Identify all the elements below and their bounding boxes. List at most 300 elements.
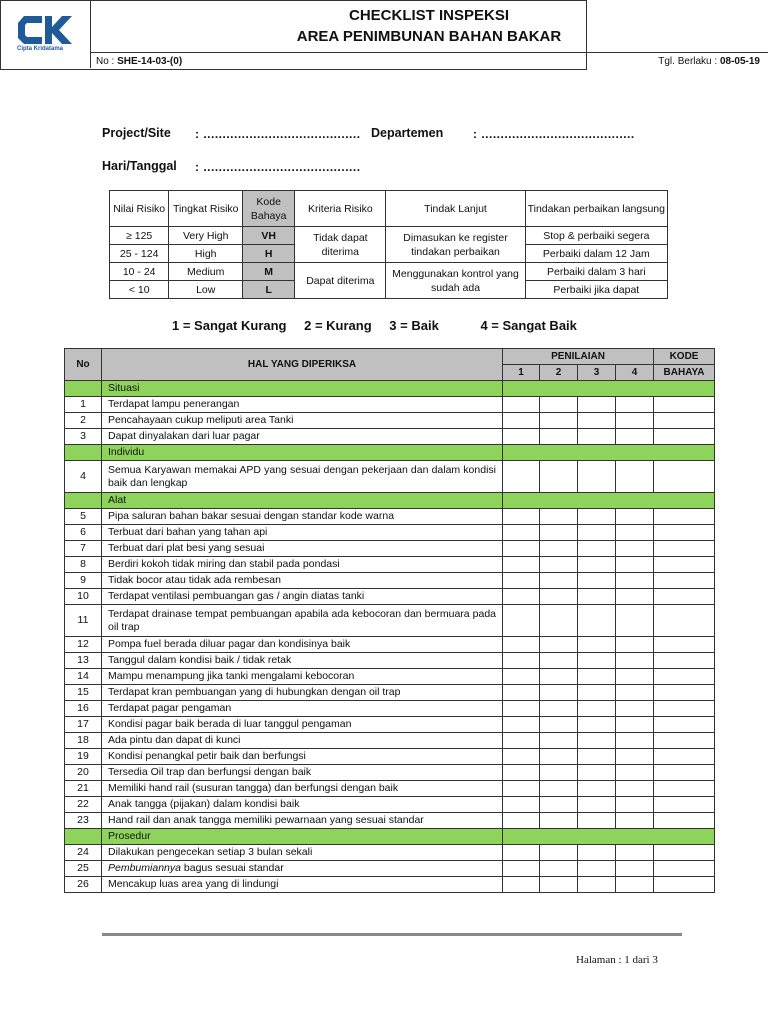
risk-nilai: 10 - 24 [110, 263, 169, 281]
score-cell-2[interactable] [540, 669, 578, 685]
score-cell-1[interactable] [503, 637, 540, 653]
risk-tindak-lanjut: Menggunakan kontrol yang sudah ada [386, 263, 525, 299]
score-cell-3[interactable] [578, 637, 616, 653]
risk-header-nilai: Nilai Risiko [110, 191, 169, 227]
table-row [65, 637, 715, 653]
item-text-main: Mencakup luas area yang di lindungi [108, 878, 279, 890]
item-text-main: Hand rail dan anak tangga memiliki pewarnaan yang sesuai standar [108, 814, 424, 826]
score-cell-1[interactable] [503, 541, 540, 557]
item-number: 14 [65, 669, 102, 685]
scale-4: 4 = Sangat Baik [480, 318, 577, 333]
table-row [65, 781, 715, 797]
doc-no-value: SHE-14-03-(0) [117, 56, 183, 67]
score-cell-3[interactable] [578, 541, 616, 557]
item-text-main: Pipa saluran bahan bakar sesuai dengan standar kode warna [108, 510, 395, 522]
score-cell-4[interactable] [616, 781, 654, 797]
score-cell-4[interactable] [616, 701, 654, 717]
kode-bahaya-cell[interactable] [654, 861, 715, 877]
item-text [102, 413, 503, 429]
score-cell-1[interactable] [503, 813, 540, 829]
score-cell-1[interactable] [503, 749, 540, 765]
kode-bahaya-cell[interactable] [654, 429, 715, 445]
item-number: 6 [65, 525, 102, 541]
score-cell-3[interactable] [578, 733, 616, 749]
risk-tingkat: High [169, 245, 243, 263]
checklist-table [64, 348, 715, 893]
page-number: Halaman : 1 dari 3 [576, 954, 658, 966]
item-text [102, 397, 503, 413]
kode-bahaya-cell[interactable] [654, 397, 715, 413]
table-row [65, 861, 715, 877]
title-line-1: CHECKLIST INSPEKSI [348, 7, 510, 24]
item-number: 3 [65, 429, 102, 445]
kode-bahaya-cell[interactable] [654, 765, 715, 781]
kode-bahaya-cell[interactable] [654, 749, 715, 765]
section-no-cell [65, 829, 102, 845]
table-row [65, 797, 715, 813]
score-cell-3[interactable] [578, 429, 616, 445]
score-cell-3[interactable] [578, 749, 616, 765]
score-cell-3[interactable] [578, 781, 616, 797]
score-cell-1[interactable] [503, 765, 540, 781]
section-no-cell [65, 493, 102, 509]
score-cell-1[interactable] [503, 605, 540, 637]
item-text-main: Dapat dinyalakan dari luar pagar [108, 430, 260, 442]
item-text [102, 749, 503, 765]
item-text [102, 557, 503, 573]
score-cell-2[interactable] [540, 765, 578, 781]
section-no-cell [65, 445, 102, 461]
kode-bahaya-cell[interactable] [654, 797, 715, 813]
item-number: 25 [65, 861, 102, 877]
item-text [102, 813, 503, 829]
section-fill [503, 381, 715, 397]
table-row [65, 509, 715, 525]
item-number: 19 [65, 749, 102, 765]
kode-bahaya-cell[interactable] [654, 781, 715, 797]
score-cell-3[interactable] [578, 877, 616, 893]
item-text-main: Memiliki hand rail (susuran tangga) dan berfungsi dengan baik [108, 782, 399, 794]
score-cell-3[interactable] [578, 605, 616, 637]
header-score-1: 1 [503, 365, 540, 381]
header-score-3: 3 [578, 365, 616, 381]
item-number: 5 [65, 509, 102, 525]
item-text-italic: Pembumiannya [108, 862, 181, 874]
kode-bahaya-cell[interactable] [654, 845, 715, 861]
score-cell-3[interactable] [578, 589, 616, 605]
item-number: 21 [65, 781, 102, 797]
score-cell-2[interactable] [540, 605, 578, 637]
score-cell-2[interactable] [540, 573, 578, 589]
item-text-main: Pencahayaan cukup meliputi area Tanki [108, 414, 294, 426]
table-row [65, 397, 715, 413]
score-cell-1[interactable] [503, 525, 540, 541]
item-text [102, 717, 503, 733]
risk-tingkat: Low [169, 281, 243, 299]
score-cell-3[interactable] [578, 765, 616, 781]
score-cell-3[interactable] [578, 525, 616, 541]
score-cell-1[interactable] [503, 701, 540, 717]
risk-tindak-lanjut: Dimasukan ke register tindakan perbaikan [386, 227, 525, 263]
kode-bahaya-cell[interactable] [654, 461, 715, 493]
kode-bahaya-cell[interactable] [654, 717, 715, 733]
item-number: 23 [65, 813, 102, 829]
risk-kode: M [243, 263, 295, 281]
table-row [65, 765, 715, 781]
item-number: 18 [65, 733, 102, 749]
risk-tindakan: Perbaiki dalam 12 Jam [525, 245, 667, 263]
document-number-row [90, 52, 768, 70]
table-row [65, 429, 715, 445]
score-cell-3[interactable] [578, 685, 616, 701]
score-cell-2[interactable] [540, 749, 578, 765]
score-cell-2[interactable] [540, 413, 578, 429]
hari-tanggal-label: Hari/Tanggal [102, 159, 177, 173]
score-cell-3[interactable] [578, 557, 616, 573]
item-text-main: Tidak bocor atau tidak ada rembesan [108, 574, 281, 586]
section-fill [503, 829, 715, 845]
score-cell-1[interactable] [503, 717, 540, 733]
item-text-main: Mampu menampung jika tanki mengalami kebocoran [108, 670, 355, 682]
score-cell-4[interactable] [616, 429, 654, 445]
score-cell-2[interactable] [540, 877, 578, 893]
header-penilaian: PENILAIAN [503, 349, 654, 365]
risk-header-row [110, 191, 668, 227]
item-number: 4 [65, 461, 102, 493]
kode-bahaya-cell[interactable] [654, 605, 715, 637]
item-number: 2 [65, 413, 102, 429]
section-row [65, 445, 715, 461]
score-cell-4[interactable] [616, 509, 654, 525]
risk-matrix-table [109, 190, 668, 299]
document-number [96, 56, 182, 67]
departemen-field[interactable]: : ........................................ [473, 127, 635, 141]
score-cell-1[interactable] [503, 797, 540, 813]
title-line-2: AREA PENIMBUNAN BAHAN BAKAR [296, 28, 562, 45]
header-no: No [65, 349, 102, 381]
score-cell-1[interactable] [503, 861, 540, 877]
table-row [65, 573, 715, 589]
table-row [65, 845, 715, 861]
score-cell-4[interactable] [616, 813, 654, 829]
score-cell-3[interactable] [578, 813, 616, 829]
item-text [102, 653, 503, 669]
table-row [65, 813, 715, 829]
kode-bahaya-cell[interactable] [654, 877, 715, 893]
item-text [102, 797, 503, 813]
score-cell-1[interactable] [503, 877, 540, 893]
item-text-main: Terdapat drainase tempat pembuangan apabila ada kebocoran dan bermuara pada oil trap [108, 607, 496, 633]
score-cell-3[interactable] [578, 669, 616, 685]
score-cell-3[interactable] [578, 701, 616, 717]
score-cell-1[interactable] [503, 589, 540, 605]
item-text [102, 429, 503, 445]
score-cell-3[interactable] [578, 461, 616, 493]
score-cell-4[interactable] [616, 669, 654, 685]
score-cell-4[interactable] [616, 861, 654, 877]
item-number: 20 [65, 765, 102, 781]
footer-divider [102, 933, 682, 936]
section-title: Situasi [102, 381, 503, 397]
item-text [102, 525, 503, 541]
kode-bahaya-cell[interactable] [654, 733, 715, 749]
risk-kode: H [243, 245, 295, 263]
item-number: 17 [65, 717, 102, 733]
score-cell-3[interactable] [578, 845, 616, 861]
risk-nilai: 25 - 124 [110, 245, 169, 263]
rating-scale [172, 318, 591, 333]
kode-bahaya-cell[interactable] [654, 525, 715, 541]
item-text [102, 509, 503, 525]
score-cell-1[interactable] [503, 429, 540, 445]
table-row [65, 701, 715, 717]
item-text [102, 877, 503, 893]
item-number: 26 [65, 877, 102, 893]
checklist-body [65, 381, 715, 893]
table-row [65, 733, 715, 749]
item-text-main: Pompa fuel berada diluar pagar dan kondisinya baik [108, 638, 351, 650]
item-text-main: Kondisi penangkal petir baik dan berfungsi [108, 750, 306, 762]
score-cell-4[interactable] [616, 413, 654, 429]
score-cell-1[interactable] [503, 509, 540, 525]
score-cell-1[interactable] [503, 685, 540, 701]
risk-tindakan: Stop & perbaiki segera [525, 227, 667, 245]
project-label: Project/Site [102, 126, 171, 140]
header-score-2: 2 [540, 365, 578, 381]
section-title: Individu [102, 445, 503, 461]
score-cell-1[interactable] [503, 845, 540, 861]
kode-bahaya-cell[interactable] [654, 589, 715, 605]
item-text-main: Dilakukan pengecekan setiap 3 bulan sekali [108, 846, 313, 858]
risk-header-kriteria: Kriteria Risiko [295, 191, 386, 227]
score-cell-2[interactable] [540, 845, 578, 861]
score-cell-1[interactable] [503, 461, 540, 493]
score-cell-4[interactable] [616, 557, 654, 573]
score-cell-3[interactable] [578, 509, 616, 525]
score-cell-1[interactable] [503, 557, 540, 573]
risk-header-tindak-lanjut: Tindak Lanjut [386, 191, 525, 227]
item-number: 7 [65, 541, 102, 557]
score-cell-2[interactable] [540, 861, 578, 877]
risk-kriteria: Tidak dapat diterima [295, 227, 386, 263]
item-text [102, 781, 503, 797]
item-text [102, 541, 503, 557]
valid-date-label: Tgl. Berlaku : [658, 56, 720, 67]
header-bahaya: BAHAYA [654, 365, 715, 381]
table-row [65, 589, 715, 605]
score-cell-2[interactable] [540, 589, 578, 605]
section-row [65, 381, 715, 397]
checklist-header-row [65, 349, 715, 365]
score-cell-2[interactable] [540, 541, 578, 557]
item-text [102, 733, 503, 749]
item-number: 8 [65, 557, 102, 573]
score-cell-4[interactable] [616, 461, 654, 493]
section-title: Alat [102, 493, 503, 509]
item-text [102, 589, 503, 605]
item-text-main: Ada pintu dan dapat di kunci [108, 734, 241, 746]
kode-bahaya-cell[interactable] [654, 653, 715, 669]
valid-date-value: 08-05-19 [719, 56, 760, 67]
item-text-main: Kondisi pagar baik berada di luar tanggul pengaman [108, 718, 352, 730]
table-row [65, 525, 715, 541]
risk-kode: VH [243, 227, 295, 245]
score-cell-4[interactable] [616, 717, 654, 733]
item-number: 1 [65, 397, 102, 413]
section-fill [503, 493, 715, 509]
item-text [102, 573, 503, 589]
item-text-main: Terbuat dari plat besi yang sesuai [108, 542, 265, 554]
score-cell-2[interactable] [540, 429, 578, 445]
item-number: 15 [65, 685, 102, 701]
score-cell-3[interactable] [578, 413, 616, 429]
kode-bahaya-cell[interactable] [654, 685, 715, 701]
score-cell-2[interactable] [540, 637, 578, 653]
score-cell-1[interactable] [503, 413, 540, 429]
score-cell-4[interactable] [616, 845, 654, 861]
section-row [65, 829, 715, 845]
kode-bahaya-cell[interactable] [654, 813, 715, 829]
table-row [65, 413, 715, 429]
table-row [65, 685, 715, 701]
item-number: 12 [65, 637, 102, 653]
project-field[interactable]: : ......................................... [195, 127, 361, 141]
kode-bahaya-cell[interactable] [654, 637, 715, 653]
score-cell-4[interactable] [616, 525, 654, 541]
risk-row [110, 263, 668, 281]
risk-header-tindakan: Tindakan perbaikan langsung [525, 191, 667, 227]
score-cell-2[interactable] [540, 733, 578, 749]
risk-tingkat: Medium [169, 263, 243, 281]
score-cell-4[interactable] [616, 749, 654, 765]
item-text [102, 605, 503, 637]
score-cell-2[interactable] [540, 509, 578, 525]
score-cell-3[interactable] [578, 717, 616, 733]
header-score-4: 4 [616, 365, 654, 381]
item-text [102, 461, 503, 493]
score-cell-2[interactable] [540, 557, 578, 573]
item-number: 16 [65, 701, 102, 717]
table-row [65, 541, 715, 557]
scale-3: 3 = Baik [389, 318, 439, 333]
kode-bahaya-cell[interactable] [654, 509, 715, 525]
item-text [102, 701, 503, 717]
risk-tingkat: Very High [169, 227, 243, 245]
score-cell-4[interactable] [616, 733, 654, 749]
table-row [65, 461, 715, 493]
score-cell-4[interactable] [616, 765, 654, 781]
score-cell-1[interactable] [503, 733, 540, 749]
score-cell-4[interactable] [616, 685, 654, 701]
risk-kriteria: Dapat diterima [295, 263, 386, 299]
item-text [102, 669, 503, 685]
item-text [102, 637, 503, 653]
kode-bahaya-cell[interactable] [654, 701, 715, 717]
header-kode: KODE [654, 349, 715, 365]
score-cell-4[interactable] [616, 605, 654, 637]
score-cell-4[interactable] [616, 797, 654, 813]
score-cell-1[interactable] [503, 653, 540, 669]
hari-tanggal-field[interactable]: : ......................................... [195, 160, 361, 174]
scale-2: 2 = Kurang [304, 318, 372, 333]
section-fill [503, 445, 715, 461]
score-cell-1[interactable] [503, 669, 540, 685]
score-cell-2[interactable] [540, 461, 578, 493]
score-cell-2[interactable] [540, 397, 578, 413]
logo-text: Cipta Kridatama [17, 46, 64, 52]
item-text-main: Berdiri kokoh tidak miring dan stabil pada pondasi [108, 558, 340, 570]
score-cell-1[interactable] [503, 573, 540, 589]
item-text [102, 845, 503, 861]
item-number: 9 [65, 573, 102, 589]
score-cell-3[interactable] [578, 797, 616, 813]
table-row [65, 669, 715, 685]
company-logo [0, 0, 91, 68]
score-cell-3[interactable] [578, 397, 616, 413]
risk-nilai: < 10 [110, 281, 169, 299]
risk-nilai: ≥ 125 [110, 227, 169, 245]
scale-1: 1 = Sangat Kurang [172, 318, 287, 333]
kode-bahaya-cell[interactable] [654, 573, 715, 589]
score-cell-3[interactable] [578, 653, 616, 669]
item-text-main: Terdapat kran pembuangan yang di hubungkan dengan oil trap [108, 686, 401, 698]
ck-logo-icon [16, 14, 74, 46]
item-number: 24 [65, 845, 102, 861]
score-cell-2[interactable] [540, 701, 578, 717]
score-cell-4[interactable] [616, 637, 654, 653]
score-cell-4[interactable] [616, 397, 654, 413]
score-cell-3[interactable] [578, 573, 616, 589]
table-row [65, 653, 715, 669]
score-cell-2[interactable] [540, 797, 578, 813]
kode-bahaya-cell[interactable] [654, 669, 715, 685]
kode-bahaya-cell[interactable] [654, 541, 715, 557]
risk-header-kode: Kode Bahaya [243, 191, 295, 227]
score-cell-2[interactable] [540, 653, 578, 669]
item-text [102, 685, 503, 701]
score-cell-4[interactable] [616, 573, 654, 589]
item-number: 22 [65, 797, 102, 813]
risk-kode: L [243, 281, 295, 299]
item-number: 10 [65, 589, 102, 605]
score-cell-2[interactable] [540, 717, 578, 733]
table-row [65, 605, 715, 637]
item-number: 11 [65, 605, 102, 637]
score-cell-2[interactable] [540, 685, 578, 701]
score-cell-4[interactable] [616, 877, 654, 893]
kode-bahaya-cell[interactable] [654, 557, 715, 573]
score-cell-1[interactable] [503, 397, 540, 413]
score-cell-3[interactable] [578, 861, 616, 877]
table-row [65, 877, 715, 893]
score-cell-2[interactable] [540, 525, 578, 541]
score-cell-4[interactable] [616, 541, 654, 557]
score-cell-1[interactable] [503, 781, 540, 797]
item-text-main: Tersedia Oil trap dan berfungsi dengan baik [108, 766, 312, 778]
score-cell-4[interactable] [616, 653, 654, 669]
item-text-main: Terdapat lampu penerangan [108, 398, 240, 410]
score-cell-4[interactable] [616, 589, 654, 605]
risk-tindakan: Perbaiki jika dapat [525, 281, 667, 299]
item-text-main: Semua Karyawan memakai APD yang sesuai dengan pekerjaan dan dalam kondisi baik dan lengkap [108, 463, 496, 489]
item-text [102, 765, 503, 781]
score-cell-2[interactable] [540, 781, 578, 797]
item-text-main: Tanggul dalam kondisi baik / tidak retak [108, 654, 292, 666]
header-item: HAL YANG DIPERIKSA [102, 349, 503, 381]
item-text-main: Terdapat pagar pengaman [108, 702, 232, 714]
kode-bahaya-cell[interactable] [654, 413, 715, 429]
score-cell-2[interactable] [540, 813, 578, 829]
